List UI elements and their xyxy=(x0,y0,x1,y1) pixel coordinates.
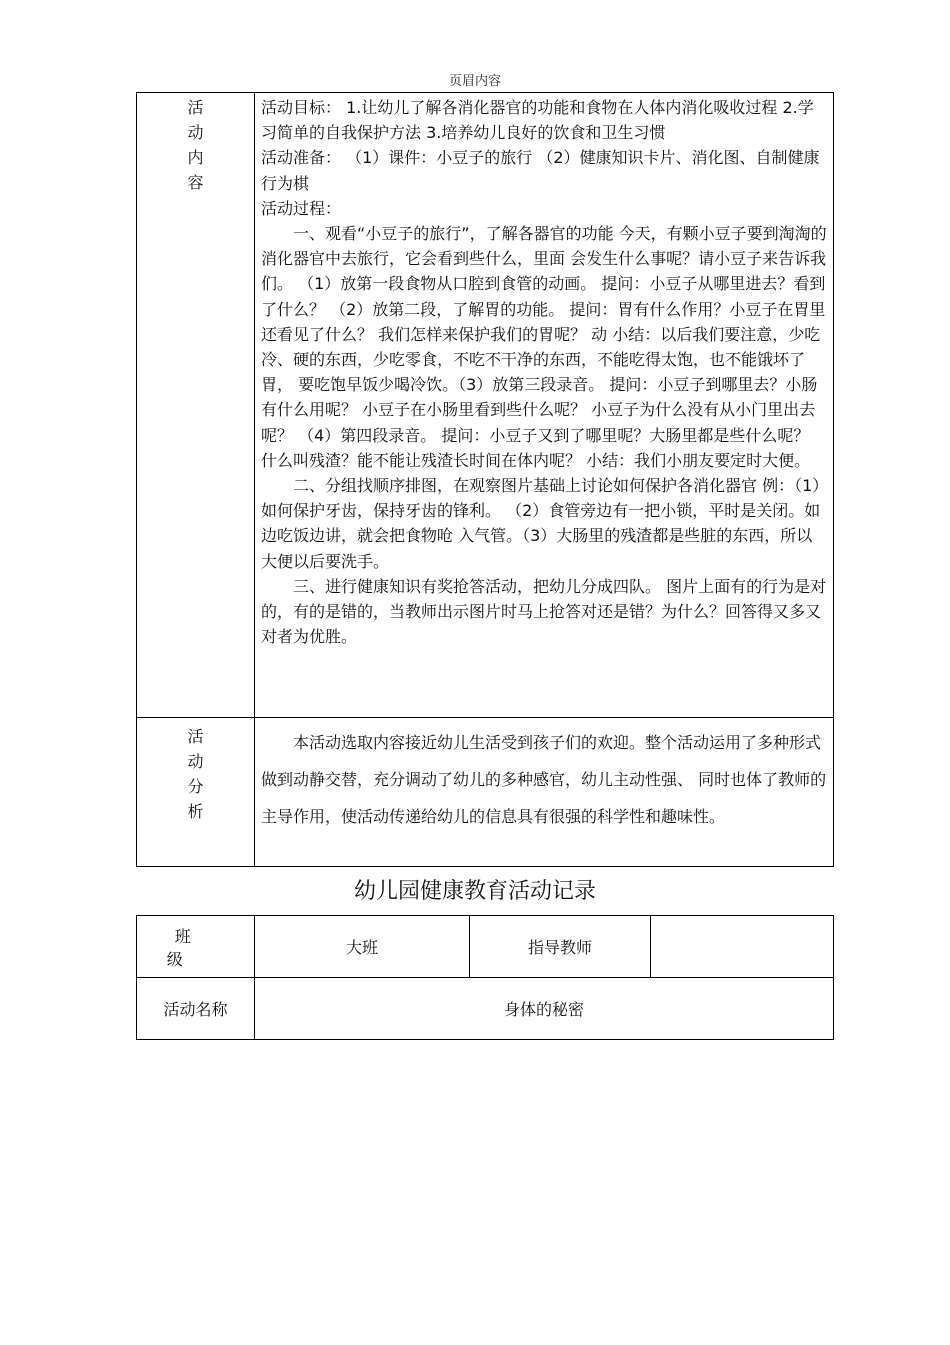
class-label-text: 班 级 xyxy=(166,926,233,969)
record-row-class xyxy=(137,916,834,978)
activity-name-value: 身体的秘密 xyxy=(255,978,834,1040)
record-table xyxy=(136,915,834,1040)
label-char: 动 xyxy=(187,123,204,142)
class-label xyxy=(137,916,255,978)
process-step-2: 二、分组找顺序排图，在观察图片基础上讨论如何保护各消化器官 例：（1）如何保护牙齿，保持牙齿的锋利。 （2）食管旁边有一把小锁，平时是关闭。如边吃饭边讲，就会把食物呛 入气管。（3）大肠里的残渣都是些脏的东西，所以大便以后要洗手。 xyxy=(261,476,821,571)
label-char: 容 xyxy=(187,173,204,192)
label-char: 活 xyxy=(187,98,204,117)
activity-content-body xyxy=(255,93,834,718)
activity-name-label: 活动名称 xyxy=(137,978,255,1040)
process-step-3: 三、进行健康知识有奖抢答活动，把幼儿分成四队。 图片上面有的行为是对的，有的是错的，当教师出示图片时马上抢答对还是错？为什么？回答得又多又对者为优胜。 xyxy=(261,576,827,647)
label-char: 析 xyxy=(187,802,204,821)
activity-process-label: 活动过程： xyxy=(261,198,342,218)
record-row-activity-name xyxy=(137,978,834,1040)
teacher-value xyxy=(651,916,834,978)
label-char: 分 xyxy=(187,777,204,796)
activity-analysis-body xyxy=(255,718,834,867)
activity-goals: 活动目标： 1.让幼儿了解各消化器官的功能和食物在人体内消化吸收过程 2.学习简单的自我保护方法 3.培养幼儿良好的饮食和卫生习惯 xyxy=(261,98,814,143)
label-char: 活 xyxy=(187,727,204,746)
activity-analysis-row xyxy=(137,718,834,867)
activity-analysis-text: 本活动选取内容接近幼儿生活受到孩子们的欢迎。整个活动运用了多种形式做到动静交替，充分调动了幼儿的多种感官，幼儿主动性强、 同时也体了教师的主导作用，使活动传递给幼儿的信息具有很强的科学性和趣味性。 xyxy=(261,733,827,826)
page-header: 页眉内容 xyxy=(448,74,501,89)
record-title: 幼儿园健康教育活动记录 xyxy=(353,879,596,904)
label-char: 内 xyxy=(187,148,204,167)
activity-content-label xyxy=(137,93,255,718)
activity-analysis-label xyxy=(137,718,255,867)
activity-preparation: 活动准备： （1）课件：小豆子的旅行 （2）健康知识卡片、消化图、自制健康行为棋 xyxy=(261,148,820,193)
process-step-1: 一、观看“小豆子的旅行”，了解各器官的功能 今天，有颗小豆子要到淘淘的消化器官中去旅行，它会看到些什么，里面 会发生什么事呢？请小豆子来告诉我们。 （1）放第一段食物从口腔到食管的动画。 提问：小豆子从哪里进去？看到了什么？ （2）放第二段，了解胃的功能。 提问：胃有什么作用？小豆子在胃里还看见了什么？ 我们怎样来保护我们的胃呢？ 动 小结：以后我们要注意，少吃冷、硬的东西，少吃零食，不吃不干净的东西，不能吃得太饱，也不能饿坏了胃， 要吃饱早饭少喝冷饮。（3）放第三段录音。 提问：小豆子到哪里去？小肠有什么用呢？ 小豆子在小肠里看到些什么呢？ 小豆子为什么没有从小门里出去呢？ （4）第四段录音。 提问：小豆子又到了哪里呢？大肠里都是些什么呢？ 什么叫残渣？能不能让残渣长时间在体内呢？ 小结：我们小朋友要定时大便。 xyxy=(261,224,827,470)
activity-content-row xyxy=(137,93,834,718)
activity-table xyxy=(136,92,834,867)
teacher-label: 指导教师 xyxy=(470,916,651,978)
label-char: 动 xyxy=(187,752,204,771)
class-value: 大班 xyxy=(255,916,470,978)
